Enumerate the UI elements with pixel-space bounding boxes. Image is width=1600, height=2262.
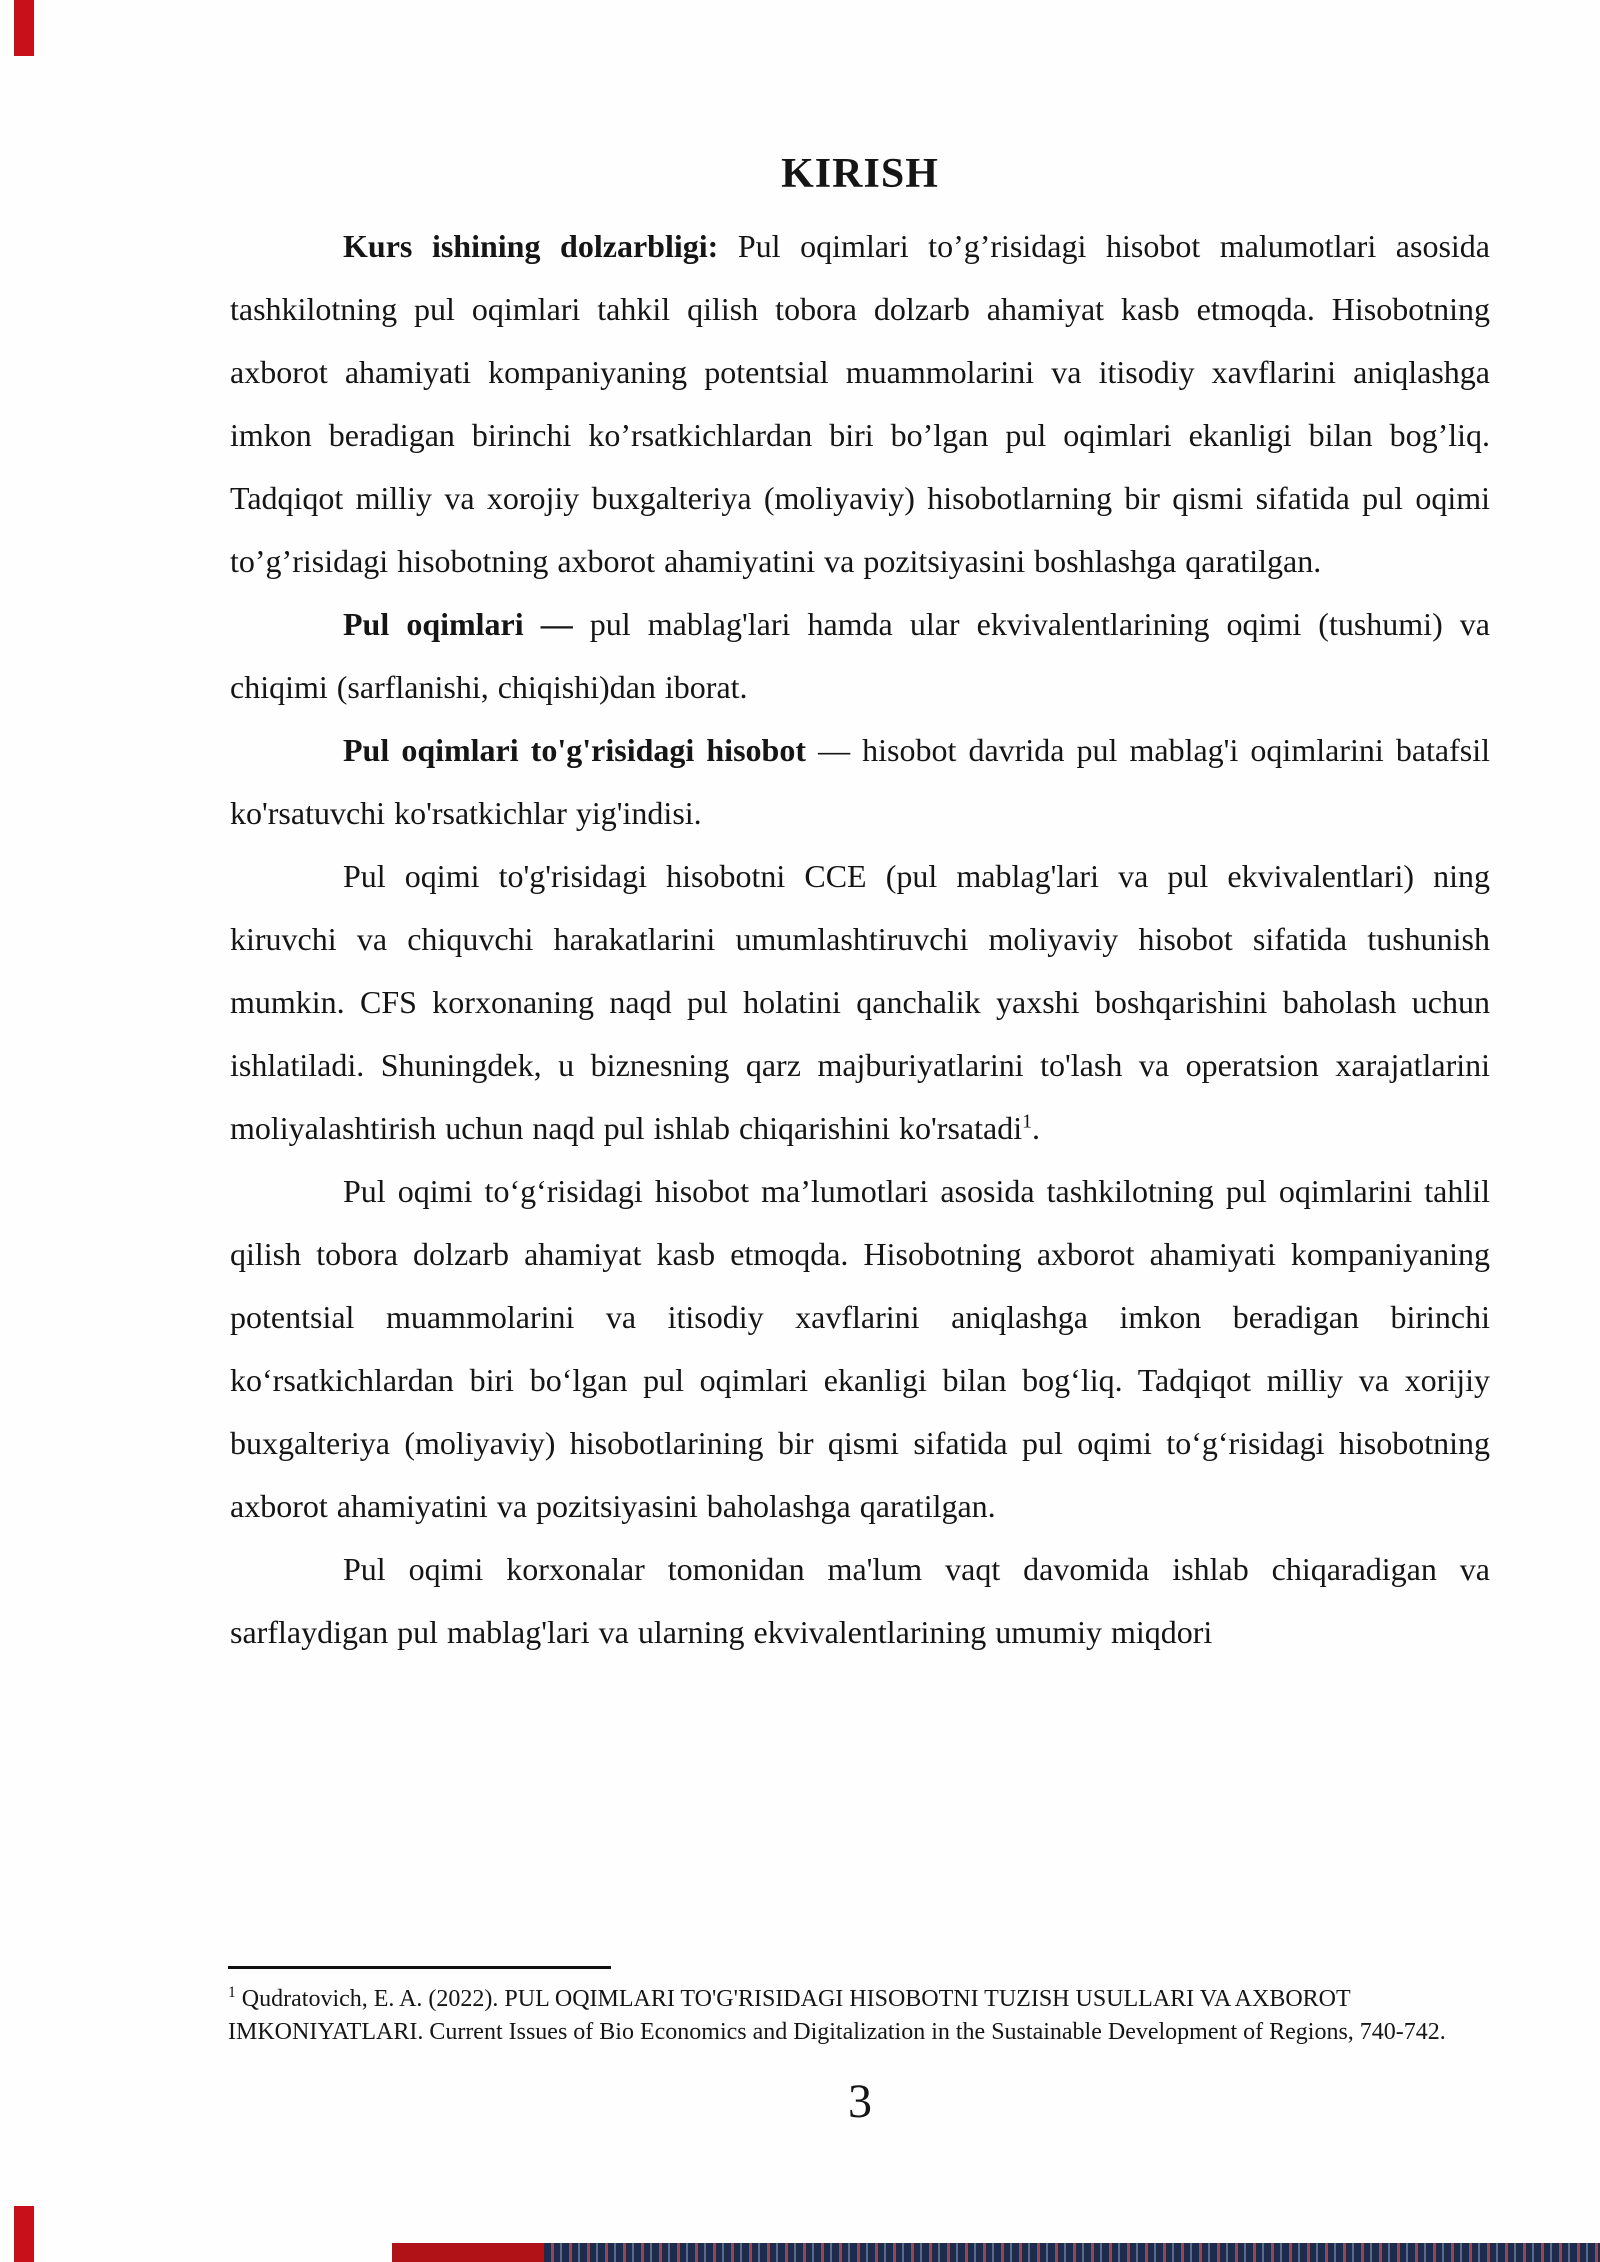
page-title: KIRISH — [781, 151, 939, 197]
paragraph — [230, 1538, 1490, 1664]
document-body — [230, 215, 1490, 1664]
paragraph-text: pul mablag'lari hamda ular ekvivalentlarining oqimi (tushumi) va chiqimi (sarflanishi, chiqishi)dan iborat. — [230, 606, 1490, 705]
bottom-highlight-bar-red-segment — [392, 2243, 544, 2262]
paragraph — [230, 215, 1490, 593]
paragraph-text: Pul oqimi korxonalar tomonidan ma'lum vaqt davomida ishlab chiqaradigan va sarflaydigan pul mablag'lari va ularning ekvivalentlarining umumiy miqdori — [230, 1551, 1490, 1650]
footnote — [228, 1983, 1490, 2049]
page-number: 3 — [848, 2075, 872, 2128]
red-corner-mark-top — [14, 0, 34, 56]
paragraph-text: — hisobot davrida pul mablag'i oqimlarini batafsil ko'rsatuvchi ko'rsatkichlar yig'indisi. — [230, 732, 1491, 831]
red-corner-mark-bottom — [14, 2206, 34, 2262]
bottom-highlight-bar — [392, 2243, 1600, 2262]
footnote-text: Qudratovich, E. A. (2022). PUL OQIMLARI TO'G'RISIDAGI HISOBOTNI TUZISH USULLARI VA AXBOROT IMKONIYATLARI. Current Issues of Bio Economics and Digitalization in the Sustainable Development of Regions, 740-742. — [228, 1986, 1446, 2045]
paragraph — [230, 845, 1490, 1160]
paragraph-text: Pul oqimi to'g'risidagi hisobotni CCE (pul mablag'lari va pul ekvivalentlari) ning kiruvchi va chiquvchi harakatlarini umumlashtiruvchi moliyaviy hisobot sifatida tushunish mumkin. CFS korxonaning naqd pul holatini qanchalik yaxshi boshqarishini baholash uchun ishlatiladi. Shuningdek, u biznesning qarz majburiyatlarini to'lash va operatsion xarajatlarini moliyalashtirish uchun naqd pul ishlab chiqarishini ko'rsatadi — [230, 858, 1490, 1146]
paragraph — [230, 1160, 1490, 1538]
paragraph-lead: Pul oqimlari — — [343, 606, 573, 642]
footnote-marker-superscript: 1 — [228, 1984, 236, 2001]
paragraph-text: Pul oqimlari to’g’risidagi hisobot malumotlari asosida tashkilotning pul oqimlari tahkil qilish tobora dolzarb ahamiyat kasb etmoqda. Hisobotning axborot ahamiyati kompaniyaning potentsial muammolarini va itisodiy xavflarini aniqlashga imkon beradigan birinchi ko’rsatkichlardan biri bo’lgan pul oqimlari ekanligi bilan bog’liq. Tadqiqot milliy va xorojiy buxgalteriya (moliyaviy) hisobotlarning bir qismi sifatida pul oqimi to’g’risidagi hisobotning axborot ahamiyatini va pozitsiyasini boshlashga qaratilgan. — [230, 228, 1491, 579]
bottom-highlight-bar-glyph-noise — [544, 2243, 1600, 2262]
paragraph — [230, 719, 1490, 845]
footnote-separator — [228, 1966, 611, 1969]
paragraph — [230, 593, 1490, 719]
footnote-reference-superscript: 1 — [1022, 1110, 1032, 1133]
paragraph-lead: Pul oqimlari to'g'risidagi hisobot — [343, 732, 806, 768]
paragraph-lead: Kurs ishining dolzarbligi: — [343, 228, 719, 264]
paragraph-text-after-superscript: . — [1032, 1110, 1040, 1146]
paragraph-text: Pul oqimi toʻgʻrisidagi hisobot maʼlumotlari asosida tashkilotning pul oqimlarini tahlil qilish tobora dolzarb ahamiyat kasb etmoqda. Hisobotning axborot ahamiyati kompaniyaning potentsial muammolarini va itisodiy xavflarini aniqlashga imkon beradigan birinchi koʻrsatkichlardan biri boʻlgan pul oqimlari ekanligi bilan bogʻliq. Tadqiqot milliy va xorijiy buxgalteriya (moliyaviy) hisobotlarining bir qismi sifatida pul oqimi toʻgʻrisidagi hisobotning axborot ahamiyatini va pozitsiyasini baholashga qaratilgan. — [230, 1173, 1490, 1524]
